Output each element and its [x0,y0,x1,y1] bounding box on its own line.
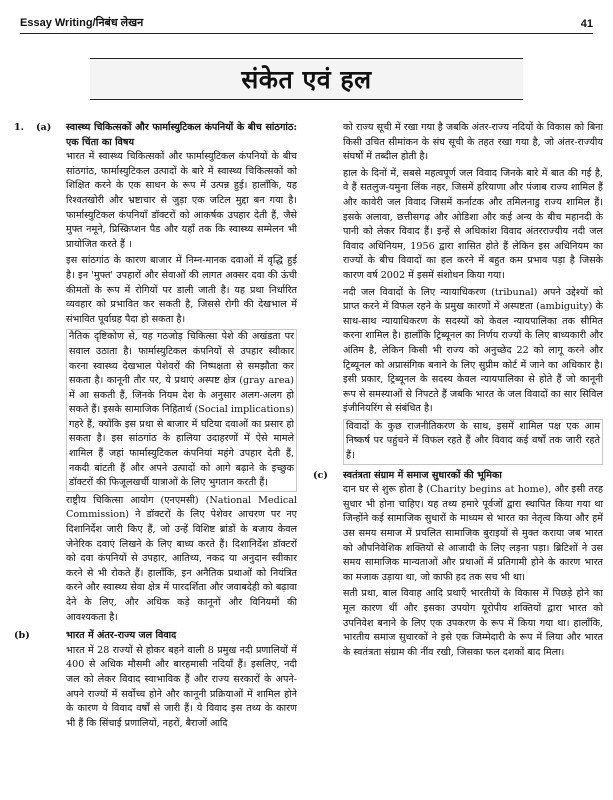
right-column [313,121,603,662]
section-b-cont-para-1: को राज्य सूची में रखा गया है जबकि अंतर-राज्य नदियों के विकास को बिना किसी उचित सीमांकन के संघ सूची के तहत रखा गया है, जो अंतर-राज्यीय संघर्षों में तब्दील होती है। [343,122,603,163]
page-title: संकेत एवं हल [241,65,372,94]
question-number: 1. [14,122,25,133]
section-a-para-4: राष्ट्रीय चिकित्सा आयोग (एनएमसी) (National Medical Commission) ने डॉक्टरों के लिए पेशेवर आचरण पर नए दिशानिर्देश जारी किए हैं, जो उन्हें विशिष्ट ब्रांडों के बजाय केवल जेनेरिक दवाएं लिखने के लिए बाध्य करते हैं। दिशानिर्देश डॉक्टरों को दवा कंपनियों से उपहार, आतिथ्य, नकद या अनुदान स्वीकार करने से भी रोकते हैं। हालाँकि, इन अनैतिक प्रथाओं को नियंत्रित करने और स्वास्थ्य सेवा क्षेत्र में पारदर्शिता और जवाबदेही को बढ़ावा देने के लिए, और अधिक कड़े कानूनों और विनियमों की आवश्यकता है। [66,494,297,623]
section-b-continued [343,121,603,465]
header-page-number: 41 [580,18,593,30]
section-a-para-2: इस सांठगांठ के कारण बाजार में निम्न-मानक दवाओं में वृद्धि हुई है। इन 'मुफ्त' उपहारों और सेवाओं की लागत अक्सर दवा की ऊंची कीमतों के रूप में रोगियों पर डाली जाती है। यह प्रथा निर्धारित व्यवहार को प्रभावित कर सकती है, जिससे रोगी की देखभाल में संभावित पूर्वाग्रह पैदा हो सकता है। [66,255,297,325]
section-c-para-1: दान घर से शुरू होता है (Charity begins at home), और इसी तरह सुधार भी होना चाहिए। यह तथ्य हमारे पूर्वजों द्वारा स्थापित किया गया था जिन्होंने कई सामाजिक सुधारों के माध्यम से भारत का नेतृत्व किया और हमें उस समय समाज में प्रचलित सामाजिक बुराइयों से मुक्त कराया जब भारत को औपनिवेशिक शक्तियों से आजादी के लिए लड़ना पड़ा। ब्रिटिशों ने उस समय सामाजिक मान्यताओं और प्रथाओं में प्रतिगामी होने के कारण भारत का मजाक उड़ाया था, जो काफी हद तक सच भी था। [343,484,603,583]
section-a-body [66,150,297,625]
section-b-title: भारत में अंतर-राज्य जल विवाद [66,630,177,642]
section-c-para-2: सती प्रथा, बाल विवाह आदि प्रथाएँ भारतीयों के विकास में पिछड़े होने का मूल कारण थीं और इसका उपयोग यूरोपीय शक्तियों द्वारा भारत को उपनिवेश बनाने के लिए एक उपकरण के रूप में किया गया था। हालाँकि, भारतीय समाज सुधारकों ने इसे एक जिम्मेदारी के रूप में लिया और भारत के स्वतंत्रता संग्राम की नींव रखी, जिसका फल दशकों बाद मिला। [343,588,603,658]
left-column [14,121,297,733]
section-c-heading [313,469,603,484]
section-c-marker: (c) [313,469,328,481]
section-a-marker: (a) [36,122,52,133]
running-header [20,8,593,30]
header-book-title: Essay Writing/निबंध लेखन [20,17,144,29]
header-rule [20,33,593,34]
section-b-cont-para-4: विवादों के कुछ राजनीतिकरण के साथ, इसमें शामिल पक्ष एक आम निष्कर्ष पर पहुंचने में विफल रहते हैं और विवाद कई वर्षों तक जारी रहते हैं। [343,419,603,465]
section-a-heading [14,121,297,150]
section-b-heading [14,629,297,644]
section-a-title: स्वास्थ्य चिकित्सकों और फार्मास्युटिकल कंपनियों के बीच सांठगांठ: एक चिंता का विषय [66,122,297,148]
section-c-title: स्वतंत्रता संग्राम में समाज सुधारकों की भूमिका [343,469,502,481]
section-b-marker: (b) [14,630,30,642]
section-c-body [343,483,603,660]
section-b-para-1: भारत में 28 राज्यों से होकर बहने वाली 8 प्रमुख नदी प्रणालियों में 400 से अधिक मौसमी और बारहमासी नदियाँ हैं। इसलिए, नदी जल को लेकर विवाद स्वाभाविक हैं और राज्य सरकारों के अपने-अपने राज्यों में सर्वोच्च होने और कानूनी प्रक्रियाओं में शामिल होने के कारण ये विवाद वर्षों से जारी हैं। ये विवाद इस तथ्य के कारण भी हैं कि सिंचाई प्रणालियों, नहरों, बैराजों आदि [66,644,297,729]
section-b-cont-para-2: हाल के दिनों में, सबसे महत्वपूर्ण जल विवाद जिनके बारे में बात की गई है, वे हैं सतलुज-यमुना लिंक नहर, जिसमें हरियाणा और पंजाब राज्य शामिल हैं और कावेरी जल विवाद जिसमें कर्नाटक और तमिलनाडु राज्य शामिल हैं। इसके अलावा, छत्तीसगढ़ और ओडिशा और कई अन्य के बीच महानदी के पानी को लेकर विवाद हैं। इन्हें से अधिकांश विवाद अंतरराज्यीय नदी जल विवाद अधिनियम, 1956 द्वारा शासित होते हैं लेकिन इस अधिनियम का राज्यों के बीच विवादों का हल करने में बहुत कम प्रभाव पड़ा है जिसके कारण वर्ष 2002 में इसमें संशोधन किया गया। [343,167,603,281]
section-b-body [66,644,297,732]
title-banner [90,58,523,100]
section-b-cont-para-3: नदी जल विवादों के लिए न्यायाधिकरण (tribunal) अपने उद्देश्यों को प्राप्त करने में विफल रहने के प्रमुख कारणों में अस्पष्टता (ambiguity) के साथ-साथ न्यायाधिकरण के सदस्यों को केवल न्यायपालिका तक सीमित करना शामिल है। हालाँकि ट्रिब्यूनल का निर्णय राज्यों के लिए बाध्यकारी और अंतिम है, लेकिन किसी भी राज्य को अनुच्छेद 22 को लागू करने और ट्रिब्यूनल को अप्रासंगिक बनाने के लिए सुप्रीम कोर्ट में जाने का अधिकार है। इसी प्रकार, ट्रिब्यूनल के सदस्य केवल न्यायपालिका से होते हैं जो कानूनी रूप से समस्याओं से निपटते हैं जबकि भारत के जल विवादों का सार सिविल इंजीनियरिंग से संबंधित है। [343,286,603,415]
section-a-para-1: भारत में स्वास्थ्य चिकित्सकों और फार्मास्युटिकल कंपनियों के बीच सांठगांठ, फार्मास्युटिकल उत्पादों के बारे में स्वास्थ्य चिकित्सकों को शिक्षित करने के एक साधन के रूप में उत्पन्न हुई। हालाँकि, यह रिश्वतखोरी और भ्रष्टाचार से जुड़ा एक जटिल मुद्दा बन गया है। फार्मास्युटिकल कंपनियाँ डॉक्टरों को आकर्षक उपहार देती हैं, जैसे मुफ्त नमूने, प्रिस्क्रिप्शन पैड और यहाँ तक कि स्वास्थ्य सम्मेलन भी प्रायोजित करते हैं । [66,151,297,250]
section-a-para-3: नैतिक दृष्टिकोण से, यह गठजोड़ चिकित्सा पेशे की अखंडता पर सवाल उठाता है। फार्मास्युटिकल कंपनियों से उपहार स्वीकार करना स्वास्थ्य देखभाल पेशेवरों की निष्पक्षता से समझौता कर सकता है। कानूनी तौर पर, ये प्रथाएं अस्पष्ट क्षेत्र (gray area) में आ सकती हैं, जिनके नियम देश के अनुसार अलग-अलग हो सकते हैं। इसके सामाजिक निहितार्थ (Social implications) गहरे हैं, क्योंकि इस प्रथा से बाजार में घटिया दवाओं का प्रसार हो सकता है। इस सांठगांठ के हालिया उदाहरणों में ऐसे मामले शामिल हैं जहां फार्मास्युटिकल कंपनियां महंगे उपहार देती हैं, नकदी बांटती हैं और अपने उत्पादों को आगे बढ़ाने के इच्छुक डॉक्टरों की फिजूलखर्ची यात्राओं के लिए भुगतान करती हैं। [66,329,297,492]
